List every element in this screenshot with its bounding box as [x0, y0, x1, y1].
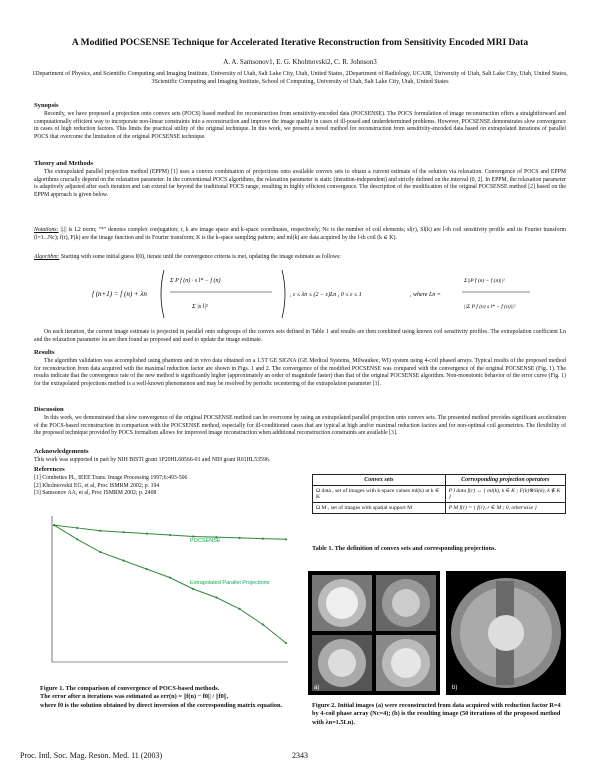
- data-point: [262, 537, 264, 539]
- data-point: [169, 534, 171, 536]
- data-point: [123, 560, 125, 562]
- legend-extrapolated: Extrapolated Parallel Projections: [190, 580, 270, 586]
- data-point: [53, 524, 55, 526]
- synopsis-text: Recently, we have proposed a projection onto convex sets (POCS) based method for reconstruction from sensitivity-encoded data (POCSENSE). The POCS formulation of image reconstruction offers a straightforward and computationally efficient way to incorporate non-linear constraints into a reconstruction and improve the image quality in cases of ill-posed and underdetermined problems. However, POCSENSE demonstrates slow convergence in cases of high reduction factors. This limits the practical utility of the original technique. In this work, we present a novel method for reconstruction from sensitivity-encoded data based on extrapolated iterations of parallel POCS that overcome the limitation of the original POCSENSE technique.: [34, 111, 566, 140]
- update-equation: [92, 264, 532, 324]
- algorithm-text: Starting with some initial guess f(0), iterate until the convergence criteria is met, updating the image estimate as follows:: [60, 254, 341, 260]
- algorithm-paragraph: [34, 254, 566, 262]
- figure1-caption-line: Figure 1. The comparison of convergence of POCS-based methods.: [40, 685, 220, 692]
- figure2-images: [308, 571, 566, 695]
- paper-title: A Modified POCSENSE Technique for Accelerated Iterative Reconstruction from Sensitivity Encoded MRI Data: [71, 38, 529, 48]
- figure1-caption-line: The error after n iterations was estimated as err(n) = ||f(n) − f0|| / ||f0||,: [40, 693, 229, 701]
- table1: [312, 474, 566, 514]
- ack-text: This work was supported in part by NIH BISTI grant 1P20HL68566-01 and NIH grant R01HL53596.: [34, 457, 271, 463]
- ack-heading: Acknowledgements: [34, 448, 89, 455]
- table1-cell: P M f(r) = { f(r), r ∈ M ; 0, otherwise }: [445, 503, 565, 514]
- table1-cell: P l data f(r) ↔ { ml(k), k ∈ K ; F(k)⊗Sl(k), k ∉ K }: [445, 486, 565, 503]
- references-list: [34, 475, 334, 498]
- data-point: [99, 530, 101, 532]
- data-point: [169, 577, 171, 579]
- data-point: [262, 623, 264, 625]
- data-point: [76, 538, 78, 540]
- data-point: [99, 551, 101, 553]
- after-equation-text: On each iteration, the current image estimate is projected in parallel onto subgroups of the convex sets defined in Table 1 and results are then combined using known coil sensitivity profiles. The extrapolation coefficient Ln and the relaxation parameter λn are then found as proposed and used to update the image estimate.: [34, 329, 566, 343]
- footer-journal: Proc. Intl. Soc. Mag. Reson. Med. 11 (2003): [20, 751, 163, 760]
- legend-pocsense: POCSENSE: [190, 538, 221, 544]
- svg-text:||Σ P f (n) s l* − f (n)||²: ||Σ P f (n) s l* − f (n)||²: [464, 304, 516, 310]
- table1-header: Corresponding projection operators: [445, 475, 565, 486]
- figure2-label-b: b): [452, 685, 458, 691]
- data-point: [76, 527, 78, 529]
- figure1-caption-line: where f0 is the solution obtained by direct inversion of the corresponding matrix equation.: [40, 701, 283, 709]
- synopsis-heading: Synopsis: [34, 102, 59, 109]
- notations-text: ||.|| is L2 norm; "*" denotes complex conjugation; r, k are image space and k-space coordinates, respectively; Nc is the number of coil elements; sl(r), Sl(k) are l-th coil sensitivity profile and its Fourier transform (l=1...Nc); f(r), F(k) are the image function and its Fourier transform; K is the k-space sampling pattern; and ml(k) are data acquired by the l-th coil (k ∈ K).: [34, 227, 567, 241]
- equation-where: , where Ln =: [410, 292, 441, 298]
- author-list: A. A. Samsonov1, E. G. Kholmovski2, C. R. Johnson3: [223, 58, 377, 66]
- data-point: [192, 588, 194, 590]
- table1-cell: Ω M , set of images with spatial support M: [313, 503, 446, 514]
- affiliations: 1Department of Physics, and Scientific Computing and Imaging Institute, University of Utah, Salt Lake City, Utah, United States, 2Department of Radiology, UCAIR, University of Utah, Salt Lake City, Utah, United States, 3Scientific Computing and Imaging Institute, School of Computing, University of Utah, Salt Lake City, Utah, United States: [32, 71, 568, 85]
- data-point: [285, 538, 287, 540]
- figure1-caption: [40, 685, 290, 710]
- theory-text: The extrapolated parallel projection method (EPPM) [1] uses a convex combination of projections onto available convex sets to obtain a current estimate of the solution via relaxation. Convergence of POCS and EPPM algorithms crucially depend on the relaxation parameter. In the conventional POCS algorithms, the relaxation parameter is static (iteration-independent) and strictly defined on the interval (0, 2]. In EPPM, the relaxation parameter is adaptively adjusted after each iteration and can extend far beyond the traditional POCS range, resulting in highly efficient convergence. The description of the modification of the original POCSENSE method [2] based on the EPPM approach is given below.: [34, 169, 566, 198]
- footer-page-number: 2343: [292, 751, 308, 760]
- results-heading: Results: [34, 349, 55, 356]
- results-text: The algorithm validation was accomplished using phantom and in vivo data obtained on a 1.5T GE SIGNA (GE Medical Systems, Milwaukee, WI) system using 4-coil phased arrays. Typical results of the proposed method for reconstruction from data acquired with the maximal reduction factor are shown in Figs. 1 and 2. The convergence of the modified POCSENSE was compared with the convergence of the original POCSENSE (Fig. 1). The results indicate that the convergence rate of the new method is significantly higher (approximately an order of magnitude faster) than that of the original POCSENSE algorithm. Non-monotonic behavior of the error curve (Fig. 1) for the extrapolated projections method is a well-known phenomenon and may be resolved by periodic recentering of the extrapolation parameter [1].: [34, 358, 566, 387]
- table1-caption: Table 1. The definition of convex sets and corresponding projections.: [312, 545, 496, 552]
- svg-text:Σ||P f (n) − f (n)||²: Σ||P f (n) − f (n)||²: [464, 278, 505, 284]
- data-point: [146, 568, 148, 570]
- equation-lhs: f (n+1) = f (n) + λn: [92, 290, 147, 298]
- reference-item: [2] Kholmovskii EG, et al, Proc ISMRM 2002; p. 194: [34, 482, 160, 489]
- equation-condition: , ε ≤ λn ≤ (2 − ε)Ln , 0 ≤ ε ≤ 1: [290, 292, 362, 298]
- data-point: [146, 533, 148, 535]
- svg-text:Σ |s l|²: Σ |s l|²: [192, 304, 208, 310]
- figure2-label-a: a): [314, 685, 320, 691]
- data-point: [215, 596, 217, 598]
- reference-item: [1] Combettes PL, IEEE Trans. Image Processing 1997;6:493-506: [34, 475, 188, 481]
- references-heading: References: [34, 466, 65, 473]
- notations-paragraph: [34, 227, 566, 242]
- data-point: [239, 537, 241, 539]
- discussion-text: In this work, we demonstrated that slow convergence of the original POCSENSE method can be overcome by using an extrapolated parallel projection onto convex sets. The presented method provides significant acceleration of the POCS-based reconstruction in comparison with the POCSENSE method, especially for ill-conditioned cases that are typical at high and/or maximal reduction factors and for non-optimal coil geometries. The flexibility of the proposed technique provided by POCS formalism allows for improved image reconstruction when additional reconstruction constraints are available [3].: [34, 415, 566, 437]
- table1-cell: Ω data , set of images with k-space values ml(k) at k ∈ K: [313, 486, 446, 503]
- figure1-chart: [40, 512, 290, 670]
- table1-header: Convex sets: [313, 475, 446, 486]
- data-point: [239, 608, 241, 610]
- data-point: [285, 642, 287, 644]
- notations-label: Notations:: [34, 227, 59, 233]
- algorithm-label: Algorithm:: [34, 254, 60, 260]
- theory-heading: Theory and Methods: [34, 160, 93, 167]
- figure2-caption: Figure 2. Initial images (a) were reconstructed from data acquired with reduction factor R=4 by 4-coil phase array (Nc=4); (b) is the resulting image (50 iterations of the proposed method with λn=1.5Ln).: [312, 702, 561, 726]
- svg-text:Σ P f (n) · s l* − f (n): Σ P f (n) · s l* − f (n): [170, 278, 221, 284]
- data-point: [123, 531, 125, 533]
- discussion-heading: Discussion: [34, 406, 64, 413]
- reference-item: [3] Samsonov AA, et al, Proc ISMRM 2002; p. 2408: [34, 490, 157, 497]
